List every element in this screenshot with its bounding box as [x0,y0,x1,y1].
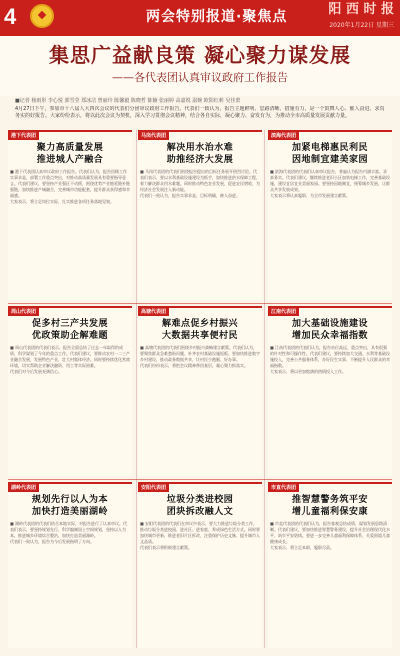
article-title: 垃圾分类进校园 团块拆改融人文 [166,495,234,517]
article-shizhi [268,482,392,648]
delegation-tag: 安阳代表团 [138,484,169,492]
article-huling [8,482,132,648]
section-rule [8,303,392,304]
article-title: 加紧电梯惠民利民 因地制宜建美家园 [291,143,368,165]
section-rule [8,479,392,480]
article-body: ■ 港下代表团认真审议政府工作报告。代表们认为，报告回顾工作实事求是，部署工作重点突出，对推动高质量发展具有重要指导意义。代表们建议，要坚持产业强区不动摇，围绕优势产业链延链补链强链，加快推进产城融合，完善城市功能配套，提升群众获得感和幸福感。 大家表示，将立足岗位实际，扎实推进各项任务落地见效。 [10,169,130,204]
delegation-tag: 港下代表团 [8,132,39,140]
intro-paragraph: 4月27日下午，参加市十八届人大四次会议的代表们分团审议政府工作报告。代表们一致认为，报告主题鲜明、思路清晰、措施有力，是一个鼓舞人心、催人奋进、求真务实的好报告。大家纷纷表示，将以此次会议为契机，深入学习贯彻会议精神，结合各自实际，凝心聚力、奋发有为，为推动全市高质量发展贡献力量。 [15,106,385,119]
date-line: 2020年1月22日 星期三 [329,22,394,29]
delegation-tag: 江南代表团 [268,308,299,316]
article-body: ■ 周山代表团的代表们表示，报告全面总结了过去一年取得的成绩，科学谋划了今年的重点工作。代表们建议，要推动农村一二三产业融合发展，发展特色产业，壮大村集体经济。同时要持续优化营商环境，切实帮助企业解决融资、用工等实际困难。 代表们对今后发展充满信心。 [10,345,130,374]
article-title: 解难点促乡村振兴 大数据共享便村民 [161,319,238,341]
article-zhoushan [8,306,132,476]
article-title: 推智慧警务筑平安 增儿童福利保安康 [291,495,368,517]
article-magang [138,130,262,300]
delegation-tag: 滨海代表团 [268,132,299,140]
article-binhai [268,130,392,300]
emblem-icon [30,4,54,28]
article-body: ■ 高塘代表团的代表们围绕乡村振兴战略建言献策。代表们认为，要聚焦群众急难愁盼问题，补齐农村基础设施短板。要加快推进数字乡村建设，推动政务数据共享，让村民少跑腿、好办事。 代表们纷纷表示，将把会议精神带回基层，凝心聚力抓落实。 [140,345,260,368]
article-grid [8,130,392,648]
main-headline: 集思广益献良策 凝心聚力谋发展 [49,43,351,67]
page-number: 4 [4,4,17,29]
article-gaotang [138,306,262,476]
article-title: 促多村三产共发展 优政策助企解难题 [31,319,108,341]
article-anyang [138,482,262,648]
page-header [0,0,400,36]
article-body: ■ 滨海代表团的代表们认真审议报告，普遍认为报告内涵丰富、求真务实。代表们建议，继续推进老旧小区加装电梯工作，完善基础设施，建设宜居宜业美丽家园。要坚持因地制宜，统筹城乡发展，让群众共享发展成果。 大家表示将认真履职，为全市发展建言献策。 [270,169,390,198]
article-body: ■ 安阳代表团的代表们在审议中表示，要大力推进垃圾分类工作，推动垃圾分类进校园、进社区、进家庭，养成绿色生活方式。同时要加快城市更新，推进老旧片区拆改，注重保护历史文脉，提升城市人文品质。 代表们表示将积极建言献策。 [140,521,260,550]
special-title: 两会特别报道·聚焦点 [146,9,288,25]
article-body: ■ 马岗代表团的代表们围绕报告提出的目标任务展开热烈讨论。代表们表示，要以水利基础设施建设为抓手，加快推进供水保障工程，着力解决群众用水难题。同时推动特色农业发展，促进农民增收，为经济社会发展注入新动能。 代表们一致认为，报告实事求是，目标明确，催人奋进。 [140,169,260,198]
delegation-tag: 周山代表团 [8,308,39,316]
headline-section [0,36,400,96]
byline: ■记者 杨雨彤 李心悦 郭雪莹 郑冰洁 曾丽玲 陈馨毅 陈晓哲 陈楠 张丽婷 高嘉锐 温婉 欧阳红莉 吴佳蕾 [15,98,241,104]
delegation-tag: 市直代表团 [268,484,299,492]
delegation-tag: 马岗代表团 [138,132,169,140]
article-jiangnan [268,306,392,476]
article-body: ■ 江南代表团的代表们认为，报告站位高远，重点突出，具有很强的针对性和可操作性。代表们建议，要持续加大交通、水利等基础设施投入，完善公共服务体系，办好民生实事，不断提升人民群众的幸福指数。 大家表示，将以更加饱满的热情投入工作。 [270,345,390,374]
article-title: 加大基础设施建设 增加民众幸福指数 [291,319,368,341]
article-body: ■ 市直代表团的代表们认为，报告客观总结成绩，谋划发展思路清晰。代表们建议，要加快推进智慧警务建设，提升社会治理现代化水平，筑牢平安防线。要进一步完善儿童福利保障体系，关爱困境儿童健康成长。 大家表示，将立足本职，履职尽责。 [270,521,390,550]
article-title: 规划先行以人为本 加快打造美丽湖岭 [31,495,108,517]
delegation-tag: 高塘代表团 [138,308,169,316]
paper-brand: 阳 西 时 报 [328,2,394,17]
article-gangxia [8,130,132,300]
article-title: 解决用水治水难 助推经济大发展 [166,143,234,165]
sub-headline: ——各代表团认真审议政府工作报告 [112,71,288,84]
article-title: 聚力高质量发展 推进城人产融合 [36,143,104,165]
article-body: ■ 湖岭代表团的代表们结合本地实际，对报告进行了认真审议。代表们表示，要坚持规划先行，科学编制国土空间规划，坚持以人为本，推进城乡环境综合整治，加快打造美丽湖岭。 代表们一致认为，报告为今后发展指明了方向。 [10,521,128,544]
delegation-tag: 湖岭代表团 [8,484,39,492]
